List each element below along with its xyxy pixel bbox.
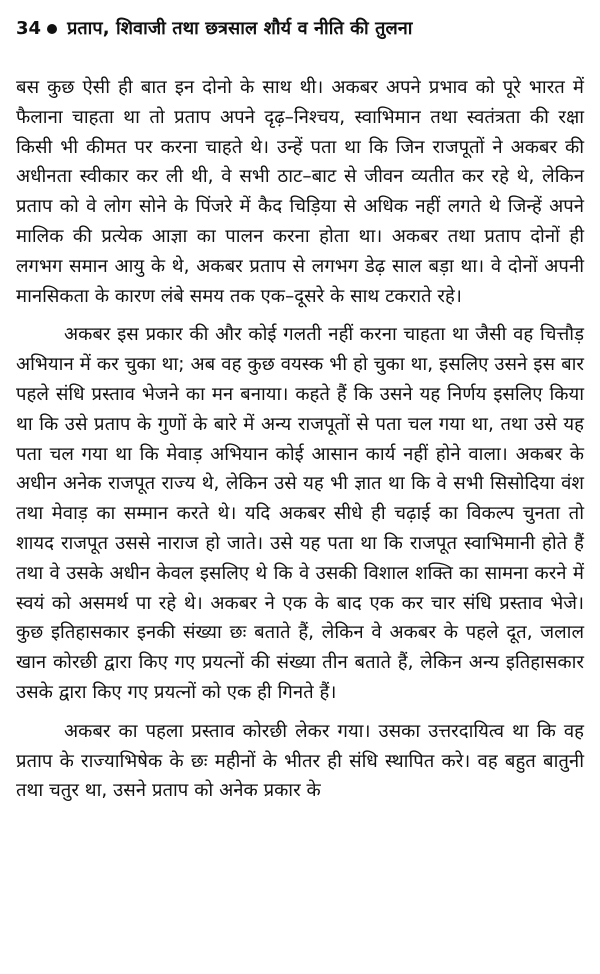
chapter-title: प्रताप, शिवाजी तथा छत्रसाल शौर्य व नीति की तुलना: [67, 18, 413, 39]
paragraph-1: बस कुछ ऐसी ही बात इन दोनो के साथ थी। अकबर अपने प्रभाव को पूरे भारत में फैलाना चाहता था तो प्रताप अपने दृढ़–निश्चय, स्वाभिमान तथा स्वतंत्रता की रक्षा किसी भी कीमत पर करना चाहते थे। उन्हें पता था कि जिन राजपूतों ने अकबर की अधीनता स्वीकार कर ली थी, वे सभी ठाट–बाट से जीवन व्यतीत कर रहे थे, लेकिन प्रताप को वे लोग सोने के पिंजरे में कैद चिड़िया से अधिक नहीं लगते थे जिन्हें अपने मालिक की प्रत्येक आज्ञा का पालन करना होता था। अकबर तथा प्रताप दोनों ही लगभग समान आयु के थे, अकबर प्रताप से लगभग डेढ़ साल बड़ा था। वे दोनों अपनी मानसिकता के कारण लंबे समय तक एक–दूसरे के साथ टकराते रहे।: [16, 77, 584, 307]
page-header: [16, 12, 584, 46]
page-number: 34: [16, 18, 42, 39]
bullet-icon: [47, 24, 57, 34]
paragraph-2: अकबर इस प्रकार की और कोई गलती नहीं करना चाहता था जैसी वह चित्तौड़ अभियान में कर चुका था; अब वह कुछ वयस्क भी हो चुका था, इसलिए उसने इस बार पहले संधि प्रस्ताव भेजने का मन बनाया। कहते हैं कि उसने यह निर्णय इसलिए किया था कि उसे प्रताप के गुणों के बारे में अन्य राजपूतों से पता चल गया था, तथा उसे यह पता चल गया था कि मेवाड़ अभियान कोई आसान कार्य नहीं होने वाला। अकबर के अधीन अनेक राजपूत राज्य थे, लेकिन उसे यह भी ज्ञात था कि वे सभी सिसोदिया वंश तथा मेवाड़ का सम्मान करते थे। यदि अकबर सीधे ही चढ़ाई का विकल्प चुनता तो शायद राजपूत उससे नाराज हो जाते। उसे यह पता था कि राजपूत स्वाभिमानी होते हैं तथा वे उसके अधीन केवल इसलिए थे कि वे उसकी विशाल शक्ति का सामना करने में स्वयं को असमर्थ पा रहे थे। अकबर ने एक के बाद एक कर चार संधि प्रस्ताव भेजे। कुछ इतिहासकार इनकी संख्या छः बताते हैं, लेकिन वे अकबर के पहले दूत, जलाल खान कोरछी द्वारा किए गए प्रयत्नों की संख्या तीन बताते हैं, लेकिन अन्य इतिहासकार उसके द्वारा किए गए प्रयत्नों को एक ही गिनते हैं।: [16, 324, 584, 703]
paragraph-3: अकबर का पहला प्रस्ताव कोरछी लेकर गया। उसका उत्तरदायित्व था कि वह प्रताप के राज्याभिषेक के छः महीनों के भीतर ही संधि स्थापित करे। वह बहुत बातुनी तथा चतुर था, उसने प्रताप को अनेक प्रकार के: [16, 720, 584, 802]
page-body: [16, 73, 584, 806]
